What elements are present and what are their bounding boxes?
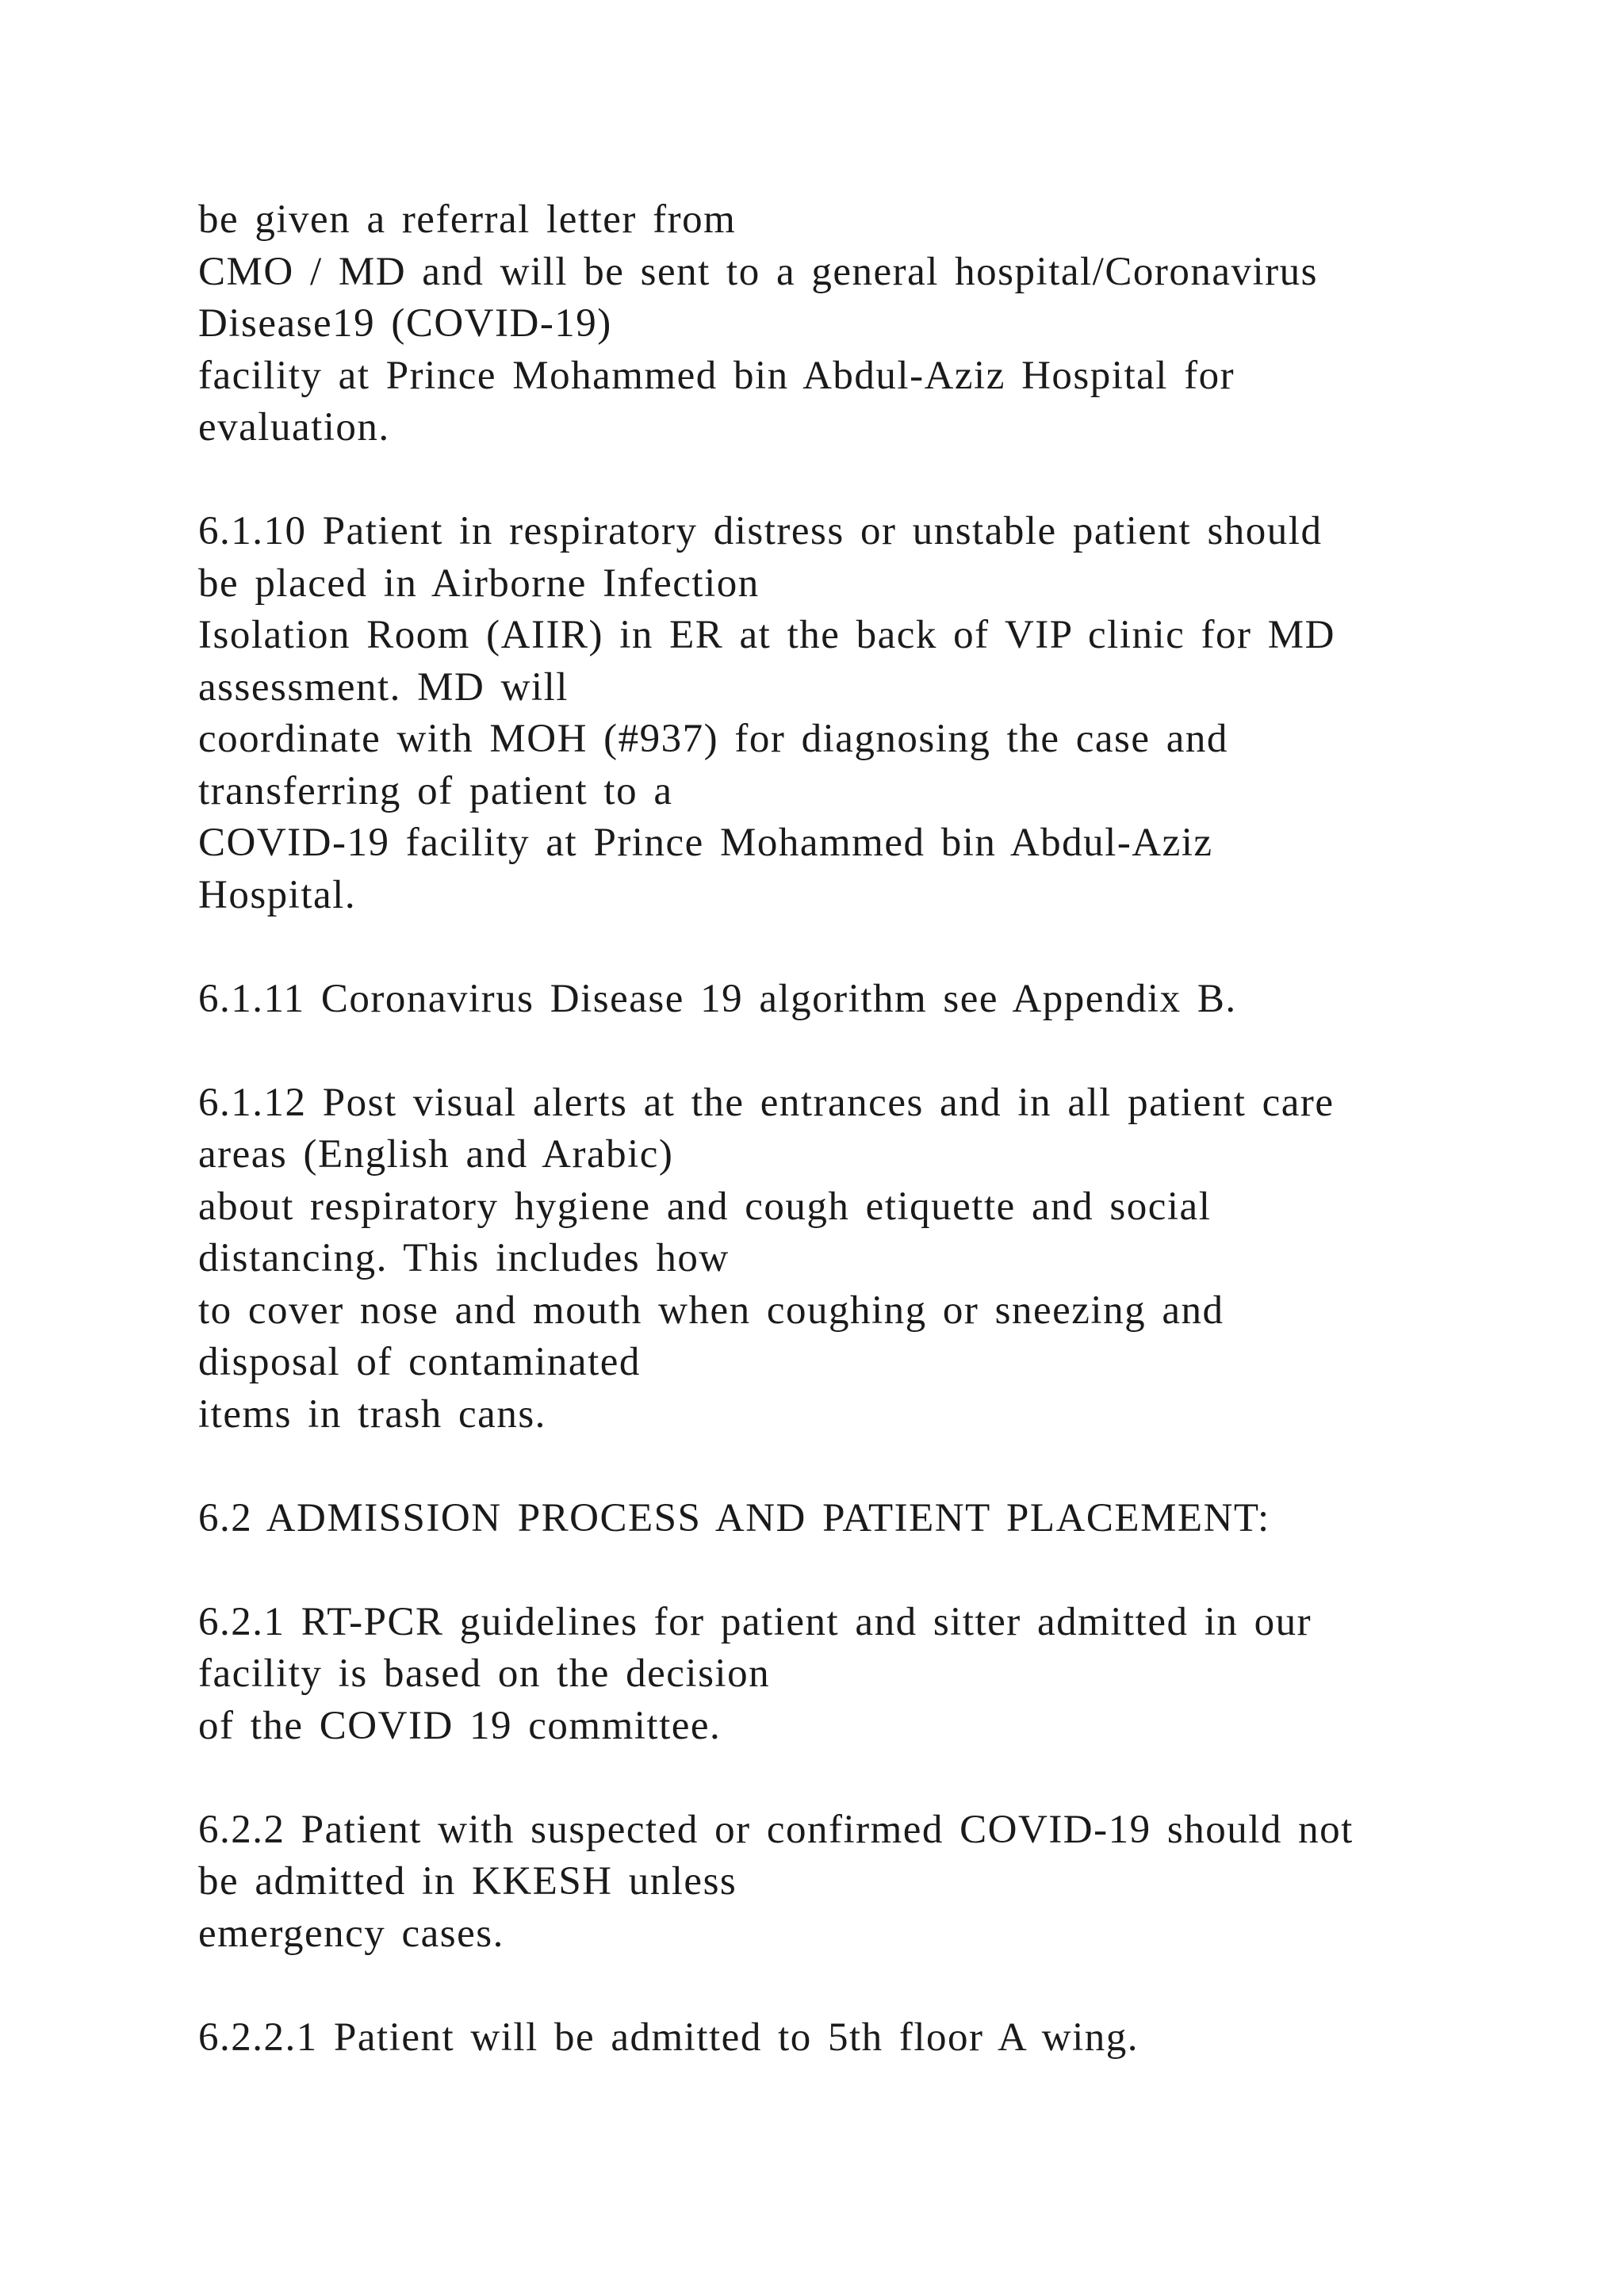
paragraph-intro-referral bbox=[198, 194, 1515, 454]
text-line: 6.2.1 RT-PCR guidelines for patient and sitter admitted in our bbox=[198, 1599, 1312, 1644]
text-line: be placed in Airborne Infection bbox=[198, 561, 760, 606]
text-line: facility at Prince Mohammed bin Abdul-Aziz Hospital for bbox=[198, 353, 1235, 398]
text-line: be given a referral letter from bbox=[198, 197, 737, 242]
paragraph-6-1-11 bbox=[198, 974, 1515, 1026]
text-line: 6.2.2.1 Patient will be admitted to 5th floor A wing. bbox=[198, 2015, 1139, 2060]
text-line: Isolation Room (AIIR) in ER at the back of VIP clinic for MD bbox=[198, 613, 1335, 657]
text-line: facility is based on the decision bbox=[198, 1651, 771, 1696]
text-line: be admitted in KKESH unless bbox=[198, 1859, 737, 1904]
text-line: distancing. This includes how bbox=[198, 1236, 730, 1280]
text-line: 6.1.10 Patient in respiratory distress or unstable patient should bbox=[198, 509, 1323, 553]
paragraph-6-1-10 bbox=[198, 506, 1515, 921]
text-line: COVID-19 facility at Prince Mohammed bin Abdul-Aziz bbox=[198, 821, 1213, 865]
text-line: Disease19 (COVID-19) bbox=[198, 301, 612, 346]
text-line: about respiratory hygiene and cough etiquette and social bbox=[198, 1184, 1212, 1229]
paragraph-6-2-2-1 bbox=[198, 2012, 1515, 2064]
paragraph-6-2-2 bbox=[198, 1804, 1515, 1961]
text-line: Hospital. bbox=[198, 872, 357, 917]
paragraph-6-1-12 bbox=[198, 1077, 1515, 1441]
text-line: 6.2.2 Patient with suspected or confirmed COVID-19 should not bbox=[198, 1807, 1354, 1852]
paragraph-6-2-1 bbox=[198, 1597, 1515, 1753]
text-line: areas (English and Arabic) bbox=[198, 1132, 674, 1177]
text-line: 6.1.12 Post visual alerts at the entrances and in all patient care bbox=[198, 1080, 1335, 1125]
text-line: coordinate with MOH (#937) for diagnosing the case and bbox=[198, 717, 1228, 761]
text-line: disposal of contaminated bbox=[198, 1340, 641, 1384]
text-line: evaluation. bbox=[198, 405, 390, 450]
text-line: to cover nose and mouth when coughing or sneezing and bbox=[198, 1288, 1224, 1333]
text-line: CMO / MD and will be sent to a general hospital/Coronavirus bbox=[198, 249, 1318, 294]
text-line: assessment. MD will bbox=[198, 664, 569, 710]
document-body bbox=[198, 194, 1515, 2116]
text-line: of the COVID 19 committee. bbox=[198, 1703, 722, 1748]
section-heading: 6.2 ADMISSION PROCESS AND PATIENT PLACEMENT: bbox=[198, 1495, 1270, 1540]
text-line: emergency cases. bbox=[198, 1911, 504, 1956]
text-line: 6.1.11 Coronavirus Disease 19 algorithm see Appendix B. bbox=[198, 976, 1237, 1021]
text-line: transferring of patient to a bbox=[198, 768, 673, 813]
section-heading-6-2 bbox=[198, 1493, 1515, 1545]
text-line: items in trash cans. bbox=[198, 1391, 546, 1437]
